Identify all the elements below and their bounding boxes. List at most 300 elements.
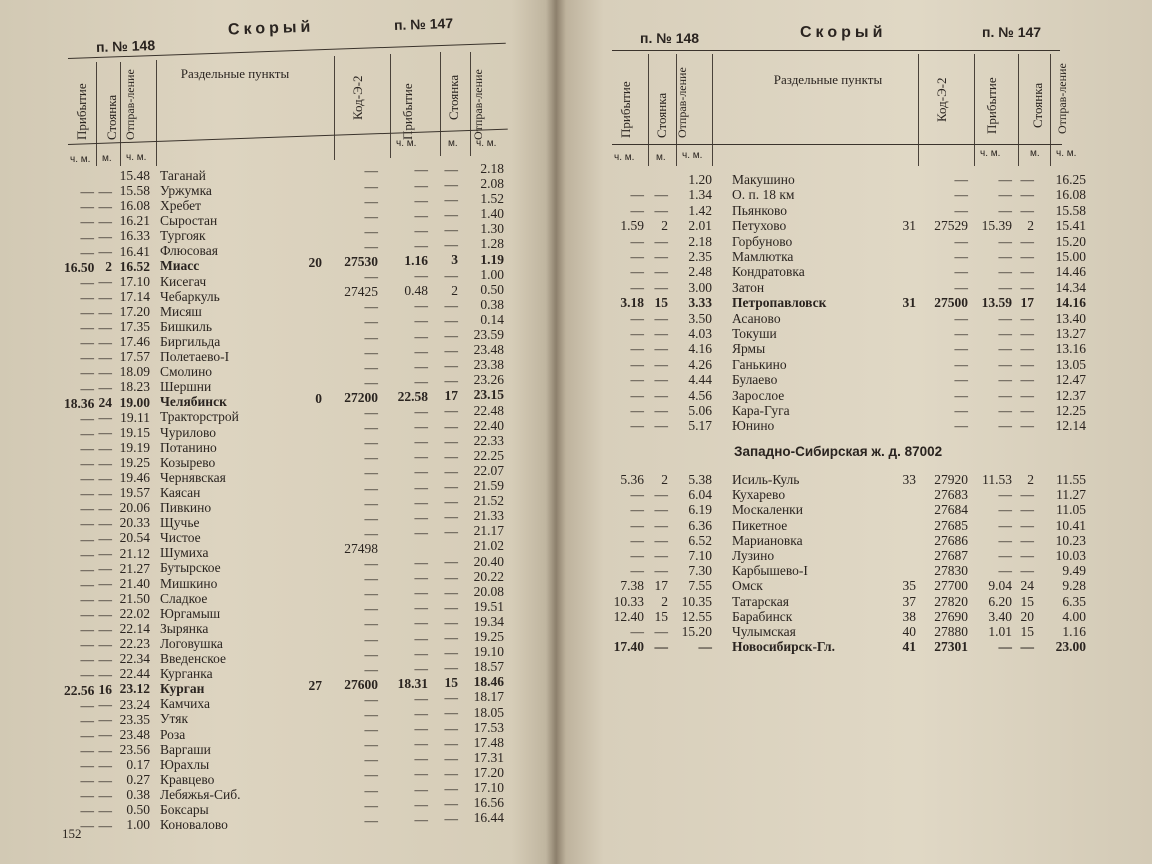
cell-arr: — [630, 563, 644, 579]
cell-arr2: — [414, 645, 428, 661]
cell-code: — [364, 480, 378, 496]
left-col-divider [120, 62, 121, 166]
cell-stop2: — [444, 463, 458, 479]
cell-arr: — [80, 244, 94, 260]
cell-arr2: — [998, 563, 1012, 579]
cell-arr: — [80, 818, 94, 834]
cell-dep2: 11.27 [1056, 487, 1086, 503]
cell-stop2: — [444, 161, 458, 177]
cell-name: Уржумка [160, 182, 212, 198]
cell-name: Хребет [160, 198, 202, 213]
cell-arr2: — [414, 706, 428, 722]
cell-dep2: 6.35 [1062, 593, 1086, 609]
cell-stop: 24 [98, 395, 112, 411]
cell-code: — [954, 264, 968, 280]
cell-dep2: 12.37 [1055, 387, 1086, 403]
cell-dep2: 21.17 [473, 523, 504, 539]
right-unit-f: ч. м. [1056, 148, 1077, 159]
cell-stop2: — [1020, 279, 1034, 295]
cell-arr: — [630, 532, 644, 548]
cell-arr2: — [414, 177, 428, 193]
cell-code: 27830 [934, 563, 968, 579]
timetable-row [556, 234, 1152, 249]
cell-arr: — [80, 637, 94, 653]
left-page-number: 152 [62, 826, 82, 841]
cell-dep2: 12.14 [1055, 418, 1086, 434]
cell-stop2: — [1020, 264, 1034, 280]
cell-arr2: — [998, 403, 1012, 418]
cell-arr2: — [414, 343, 428, 359]
cell-dep2: 13.40 [1055, 310, 1086, 326]
cell-name: Токуши [732, 326, 777, 341]
cell-arr: — [630, 517, 644, 533]
cell-code: — [954, 356, 968, 372]
cell-stop2: — [444, 569, 458, 585]
cell-stop: — [98, 636, 112, 652]
cell-dep: 19.19 [119, 439, 150, 455]
cell-name: Мишкино [160, 575, 218, 591]
cell-arr2: — [414, 328, 428, 344]
cell-stop: — [98, 818, 112, 834]
cell-stop: — [98, 561, 112, 577]
cell-dep: 12.55 [681, 608, 712, 624]
cell-code: — [954, 279, 968, 295]
cell-arr: — [630, 187, 644, 203]
cell-arr: — [630, 233, 644, 249]
cell-stop2: — [444, 403, 458, 419]
cell-stop: — [654, 548, 668, 563]
cell-name: Чернявская [160, 469, 226, 485]
cell-arr2: — [414, 585, 428, 601]
right-top-rule [612, 50, 1060, 51]
cell-name: Козырево [160, 454, 216, 470]
cell-name: Бишкиль [160, 318, 213, 334]
cell-name: Миасс [160, 258, 200, 274]
cell-arr2: — [414, 237, 428, 253]
cell-dep2: 13.05 [1055, 356, 1086, 372]
cell-name: Асаново [732, 310, 781, 326]
cell-code: — [364, 163, 378, 179]
cell-stop: — [654, 356, 668, 372]
cell-arr2: 1.16 [404, 253, 428, 269]
cell-arr2: — [414, 207, 428, 223]
cell-name: Кравцево [160, 771, 215, 787]
cell-stop: — [654, 624, 668, 639]
cell-code: — [364, 510, 378, 526]
cell-stop: — [98, 531, 112, 547]
cell-arr2: 15.39 [981, 218, 1012, 234]
cell-dep: 22.34 [119, 651, 150, 667]
cell-dep2: 4.00 [1062, 608, 1086, 624]
cell-km: 27 [308, 677, 322, 693]
cell-km: 37 [902, 593, 916, 609]
cell-stop2: 17 [444, 388, 458, 404]
cell-dep2: 18.05 [473, 704, 504, 720]
cell-dep2: 15.41 [1055, 218, 1086, 234]
cell-name: Таганай [160, 167, 206, 183]
cell-dep: 7.30 [688, 563, 712, 579]
cell-dep: 17.10 [119, 273, 150, 289]
cell-arr2: — [414, 736, 428, 752]
cell-dep: 21.27 [119, 560, 150, 576]
cell-stop: 17 [654, 578, 668, 594]
cell-dep: 23.12 [119, 681, 150, 697]
cell-code: — [954, 233, 968, 249]
cell-stop: — [98, 772, 112, 788]
cell-dep: 21.40 [119, 575, 150, 591]
cell-dep: 1.00 [126, 817, 150, 833]
cell-name: Роза [160, 726, 186, 742]
right-col-arrival: Прибытие [618, 81, 633, 138]
cell-arr2: — [414, 298, 428, 314]
left-col-divider [334, 56, 335, 160]
cell-code: — [954, 372, 968, 388]
cell-arr2: — [414, 449, 428, 465]
cell-km: 33 [902, 472, 916, 487]
cell-code: 27820 [934, 593, 968, 609]
cell-code: — [364, 616, 378, 632]
cell-arr: — [80, 622, 94, 638]
right-col-departure-2: Отправ-ление [1055, 63, 1069, 134]
cell-code: — [954, 403, 968, 418]
cell-dep2: 14.16 [1055, 295, 1086, 311]
cell-arr2: — [414, 555, 428, 571]
cell-code: — [954, 326, 968, 341]
cell-stop2: — [444, 176, 458, 192]
cell-dep2: 10.03 [1055, 548, 1086, 563]
cell-stop: — [654, 341, 668, 357]
cell-arr2: — [414, 811, 428, 827]
cell-arr2: — [998, 264, 1012, 280]
cell-code: — [364, 374, 378, 390]
right-col-divider [1018, 54, 1019, 166]
cell-stop: — [98, 198, 112, 214]
cell-dep: 7.10 [688, 548, 712, 563]
cell-stop: — [654, 202, 668, 218]
cell-stop2: — [1020, 548, 1034, 563]
right-col-divider [676, 54, 677, 166]
cell-dep2: 12.25 [1055, 403, 1086, 418]
left-col-arrival-2: Прибытие [400, 83, 415, 140]
cell-km: 31 [902, 218, 916, 234]
cell-stop2: — [444, 629, 458, 645]
cell-code: — [364, 450, 378, 466]
cell-arr2: — [414, 268, 428, 284]
cell-dep2: 21.52 [473, 493, 504, 509]
cell-name: Курган [160, 681, 205, 697]
cell-dep2: 20.08 [473, 583, 504, 599]
cell-arr2: — [998, 172, 1012, 187]
cell-stop: — [98, 470, 112, 486]
cell-arr: — [80, 471, 94, 487]
cell-stop2: — [1020, 403, 1034, 418]
cell-stop2: — [1020, 532, 1034, 548]
cell-stop: — [654, 187, 668, 203]
left-page [0, 0, 556, 864]
cell-code: — [364, 571, 378, 587]
cell-dep2: 19.51 [473, 598, 504, 614]
cell-stop: — [654, 403, 668, 418]
cell-stop2: 2 [1027, 218, 1034, 234]
cell-arr2: — [414, 419, 428, 435]
cell-stop2: — [1020, 563, 1034, 579]
cell-stop2: — [1020, 341, 1034, 357]
cell-code: — [364, 556, 378, 572]
cell-stop2: — [444, 584, 458, 600]
cell-arr: — [80, 214, 94, 230]
cell-arr: — [630, 624, 644, 639]
timetable-row [556, 218, 1152, 233]
cell-code: — [364, 223, 378, 239]
right-header-rule [612, 144, 1062, 145]
cell-dep2: 1.00 [480, 266, 504, 282]
cell-dep2: 17.10 [473, 780, 504, 796]
cell-code: — [364, 752, 378, 768]
left-col-divider [156, 60, 157, 166]
cell-dep2: 23.00 [1055, 639, 1086, 655]
cell-code: — [364, 405, 378, 421]
cell-dep2: 16.25 [1055, 172, 1086, 187]
cell-name: Татарская [732, 593, 789, 609]
cell-code: — [364, 631, 378, 647]
cell-dep2: 0.50 [480, 281, 504, 297]
cell-code: — [364, 601, 378, 617]
timetable-row [556, 280, 1152, 295]
timetable-row [556, 203, 1152, 218]
timetable-row [556, 518, 1152, 533]
timetable-row [556, 502, 1152, 517]
cell-arr2: — [998, 418, 1012, 434]
cell-stop2: — [1020, 356, 1034, 372]
cell-dep: 19.11 [120, 409, 150, 425]
cell-code: — [364, 269, 378, 285]
cell-dep2: 22.40 [473, 417, 504, 433]
cell-arr: — [80, 365, 94, 381]
cell-arr2: — [414, 615, 428, 631]
timetable-row [556, 418, 1152, 433]
cell-code: — [954, 187, 968, 203]
cell-stop: — [654, 387, 668, 403]
right-unit-b: м. [656, 152, 666, 163]
cell-dep2: 0.14 [480, 311, 504, 327]
cell-stop: — [98, 229, 112, 245]
cell-name: Тургояк [160, 228, 206, 244]
cell-arr: — [80, 788, 94, 804]
cell-code: 27301 [934, 639, 968, 655]
cell-dep2: 12.47 [1055, 372, 1086, 388]
cell-dep: 2.18 [688, 233, 712, 249]
cell-stop: — [98, 546, 112, 562]
cell-dep2: 23.15 [473, 387, 504, 403]
cell-dep: 18.09 [119, 364, 150, 380]
cell-dep: 6.52 [688, 532, 712, 548]
cell-dep: 3.00 [688, 279, 712, 295]
cell-stop2: — [444, 373, 458, 389]
cell-name: Утяк [160, 711, 189, 727]
cell-name: Юрахлы [160, 756, 210, 772]
cell-arr2: — [414, 751, 428, 767]
cell-dep: 1.42 [688, 202, 712, 218]
cell-stop: — [98, 591, 112, 607]
cell-dep: 7.55 [688, 578, 712, 594]
cell-dep: 5.06 [688, 403, 712, 418]
left-unit-f: ч. м. [476, 138, 497, 149]
cell-stop2: — [444, 645, 458, 661]
cell-name: Ганькино [732, 356, 787, 372]
cell-dep2: 21.33 [473, 508, 504, 524]
cell-arr: — [630, 356, 644, 372]
left-col-divider [390, 54, 391, 158]
cell-arr: — [80, 546, 94, 562]
timetable-row [556, 563, 1152, 578]
cell-dep2: 16.08 [1055, 187, 1086, 203]
cell-arr2: — [998, 310, 1012, 326]
cell-arr: — [630, 548, 644, 563]
cell-dep: 19.46 [119, 470, 150, 485]
cell-stop: 2 [661, 593, 668, 609]
left-train-number-148: п. № 148 [95, 36, 156, 56]
cell-stop2: — [1020, 249, 1034, 264]
cell-dep: 22.23 [119, 636, 150, 652]
cell-stop2: — [444, 358, 458, 374]
cell-stop2: — [444, 433, 458, 449]
cell-name: Сладкое [160, 590, 208, 606]
cell-stop2: — [444, 796, 458, 812]
cell-stop2: — [444, 478, 458, 494]
cell-arr2: — [998, 387, 1012, 403]
left-unit-d: ч. м. [396, 138, 417, 149]
cell-dep2: 23.48 [473, 342, 504, 358]
cell-dep: 6.19 [688, 502, 712, 518]
cell-dep2: 18.57 [473, 659, 504, 675]
cell-arr: — [80, 335, 94, 351]
cell-arr: — [630, 502, 644, 518]
cell-code: 27498 [344, 540, 378, 556]
cell-dep: 1.20 [688, 172, 712, 187]
cell-arr2: — [414, 600, 428, 616]
cell-dep2: 2.08 [480, 176, 504, 192]
cell-stop: — [654, 639, 668, 655]
cell-name: Курганка [160, 666, 213, 682]
cell-arr: — [80, 184, 94, 200]
cell-arr2: 13.59 [981, 295, 1012, 311]
cell-arr2: — [414, 222, 428, 238]
cell-stop: — [98, 244, 112, 260]
cell-code: — [364, 299, 378, 315]
cell-arr2: — [414, 781, 428, 797]
cell-arr: — [80, 607, 94, 623]
cell-stop2: — [444, 660, 458, 676]
cell-code: — [364, 178, 378, 194]
cell-stop: 2 [661, 472, 668, 487]
timetable-row [556, 533, 1152, 548]
cell-dep: 2.35 [688, 249, 712, 264]
cell-stop: — [98, 712, 112, 728]
cell-name: Челябинск [160, 394, 227, 410]
timetable-row [556, 311, 1152, 326]
cell-dep2: 23.38 [473, 357, 504, 373]
cell-arr2: — [998, 548, 1012, 563]
right-page [556, 0, 1152, 864]
cell-stop2: — [1020, 502, 1034, 518]
cell-dep: 20.33 [119, 515, 150, 531]
cell-dep: 3.33 [688, 295, 712, 311]
cell-arr: 1.59 [620, 218, 644, 234]
timetable-row [556, 264, 1152, 279]
cell-code: — [364, 767, 378, 783]
cell-name: Биргильда [160, 333, 221, 349]
cell-code: — [364, 646, 378, 662]
cell-dep2: 16.56 [473, 795, 504, 811]
cell-dep: 0.38 [126, 787, 150, 803]
cell-code: — [364, 797, 378, 813]
cell-dep: 4.16 [688, 341, 712, 357]
cell-arr: — [80, 425, 94, 441]
cell-dep2: 1.16 [1062, 624, 1086, 639]
cell-dep: 17.57 [119, 349, 150, 365]
cell-dep: 22.44 [119, 666, 150, 682]
cell-code: — [364, 465, 378, 481]
cell-dep: 16.08 [119, 198, 150, 214]
cell-dep: 21.50 [119, 590, 150, 606]
cell-arr: 10.33 [613, 593, 644, 609]
cell-arr2: 18.31 [397, 675, 428, 691]
cell-stop2: 17 [1020, 295, 1034, 311]
cell-stop2: — [1020, 187, 1034, 203]
cell-code: 27700 [934, 578, 968, 594]
right-col-divider [1050, 54, 1051, 166]
cell-stop2: — [444, 750, 458, 766]
cell-arr2: 9.04 [988, 578, 1012, 594]
cell-stop2: — [1020, 517, 1034, 533]
cell-dep2: 20.22 [473, 568, 504, 584]
cell-dep2: 15.58 [1055, 202, 1086, 218]
cell-dep: 20.06 [119, 500, 150, 516]
cell-km: 38 [902, 608, 916, 624]
right-unit-c: ч. м. [682, 150, 703, 161]
timetable-row [556, 249, 1152, 264]
cell-arr2: — [414, 570, 428, 586]
cell-arr2: — [414, 630, 428, 646]
cell-km: 41 [902, 639, 916, 655]
cell-stop2: — [444, 418, 458, 434]
cell-stop2: — [444, 599, 458, 615]
cell-name: О. п. 18 км [732, 187, 795, 203]
cell-name: Юнино [732, 418, 775, 434]
cell-code: — [364, 344, 378, 360]
cell-dep: 17.14 [119, 288, 150, 304]
cell-stop: 2 [105, 259, 112, 275]
left-unit-c: ч. м. [126, 152, 147, 163]
cell-arr2: — [998, 487, 1012, 503]
cell-name: Новосибирск-Гл. [732, 639, 835, 655]
cell-arr2: — [414, 162, 428, 178]
cell-stop: — [654, 326, 668, 341]
cell-name: Варгаши [160, 741, 211, 757]
cell-arr2: — [414, 494, 428, 510]
cell-dep2: 18.46 [473, 674, 504, 690]
cell-arr2: 1.01 [988, 624, 1012, 639]
cell-code: 27600 [344, 676, 378, 692]
cell-code: — [954, 310, 968, 326]
cell-arr: — [630, 372, 644, 388]
cell-stop2: — [444, 448, 458, 464]
cell-dep: 21.12 [119, 545, 150, 561]
cell-arr2: — [414, 796, 428, 812]
left-col-departure-2: Отправ-ление [471, 69, 485, 140]
cell-code: — [954, 418, 968, 434]
cell-dep: 4.26 [688, 356, 712, 372]
